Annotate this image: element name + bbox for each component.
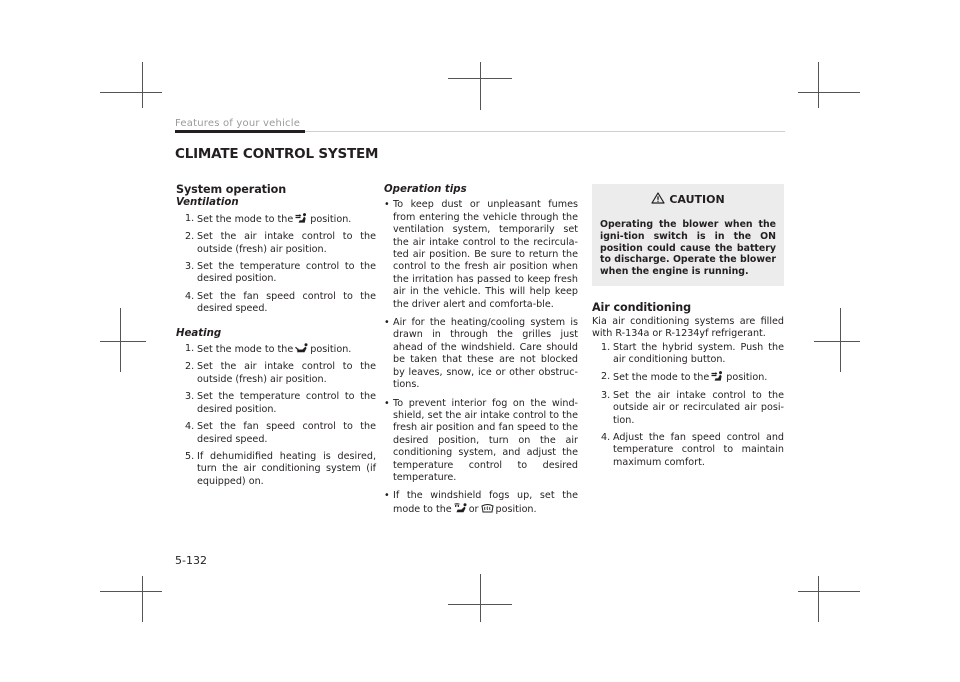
crop-mark xyxy=(448,604,512,605)
list-item: 4. Adjust the fan speed control and temperature control to maintain maximum comfort. xyxy=(601,432,784,468)
caution-header xyxy=(600,192,776,207)
list-item: 3. Set the air intake control to the outside air or recirculated air posi-tion. xyxy=(601,389,784,426)
crop-mark xyxy=(818,576,819,622)
heating-steps xyxy=(176,343,376,488)
system-operation-heading: System operation xyxy=(176,183,287,196)
list-item: 4. Set the fan speed control to the desired speed. xyxy=(185,421,376,445)
crop-mark xyxy=(142,62,143,108)
operation-tips-list xyxy=(384,199,578,516)
caution-label: CAUTION xyxy=(669,192,725,206)
header-bar xyxy=(175,130,305,133)
caution-text: Operating the blower when the igni-tion switch is in the ON position could cause the battery to discharge. Operate the blower when the engine is running. xyxy=(600,219,776,277)
list-item: 3. Set the temperature control to the desired position. xyxy=(185,261,376,285)
crop-mark xyxy=(100,591,162,592)
list-item: • Air for the heating/cooling system is drawn in through the grilles just ahead of the windshield. Care should be taken that these are not blocked by leaves, snow, ice or other obstruc-tions. xyxy=(384,317,578,391)
ventilation-steps xyxy=(176,213,376,316)
crop-mark xyxy=(480,574,481,622)
crop-mark xyxy=(448,78,512,79)
crop-mark xyxy=(100,341,146,342)
page-number: 5-132 xyxy=(175,554,207,567)
crop-mark xyxy=(818,62,819,108)
left-column xyxy=(176,184,376,493)
heating-heading: Heating xyxy=(176,327,222,339)
list-item: 2. Set the mode to the position. xyxy=(601,371,768,384)
list-item: • If the windshield fogs up, set the mode to the or position. xyxy=(384,490,578,515)
list-item: 2. Set the air intake control to the outside (fresh) air position. xyxy=(185,361,376,385)
floor-defrost-mode-icon xyxy=(454,503,467,513)
page-title: CLIMATE CONTROL SYSTEM xyxy=(175,146,379,162)
crop-mark xyxy=(840,308,841,372)
crop-mark xyxy=(814,341,860,342)
list-item: 1. Set the mode to the position. xyxy=(185,343,352,356)
crop-mark xyxy=(142,576,143,622)
crop-mark xyxy=(798,92,860,93)
crop-mark xyxy=(798,591,860,592)
face-vent-mode-icon xyxy=(711,371,724,381)
list-item: 5. If dehumidified heating is desired, turn the air conditioning system (if equipped) on. xyxy=(185,450,376,487)
crop-mark xyxy=(480,62,481,110)
windshield-defrost-mode-icon xyxy=(481,503,494,513)
crop-mark xyxy=(120,308,121,372)
list-item: 4. Set the fan speed control to the desired speed. xyxy=(185,290,376,315)
right-column xyxy=(592,184,784,474)
list-item: • To prevent interior fog on the wind-shield, set the air intake control to the fresh air position and fan speed to the desired position, turn on the air conditioning system, and adjust the temperature control to desired temperature. xyxy=(384,397,578,483)
list-item: 1. Set the mode to the position. xyxy=(185,212,352,225)
list-item: 3. Set the temperature control to the desired position. xyxy=(185,391,376,415)
air-conditioning-steps xyxy=(592,342,784,470)
list-item: • To keep dust or unpleasant fumes from entering the vehicle through the ventilation system, temporarily set the air intake control to the recircula-ted air position. Be sure to return the control to the fresh air position when the irritation has passed to keep fresh air in the vehicle. This will help keep the driver alert and comforta-ble. xyxy=(384,199,578,310)
middle-column xyxy=(384,184,578,522)
operation-tips-heading: Operation tips xyxy=(384,184,467,195)
list-item: 1. Start the hybrid system. Push the air conditioning button. xyxy=(601,341,784,365)
warning-triangle-icon xyxy=(651,192,665,207)
ventilation-heading: Ventilation xyxy=(176,197,239,209)
caution-box xyxy=(592,184,784,286)
air-conditioning-heading: Air conditioning xyxy=(592,301,692,315)
face-vent-mode-icon xyxy=(295,213,308,223)
air-conditioning-intro: Kia air conditioning systems are filled with R-134a or R-1234yf refrigerant. xyxy=(592,315,784,340)
header-rule xyxy=(305,131,785,132)
crop-mark xyxy=(100,92,162,93)
floor-mode-icon xyxy=(295,343,308,353)
section-header: Features of your vehicle xyxy=(175,118,301,129)
list-item: 2. Set the air intake control to the outside (fresh) air position. xyxy=(185,231,376,255)
